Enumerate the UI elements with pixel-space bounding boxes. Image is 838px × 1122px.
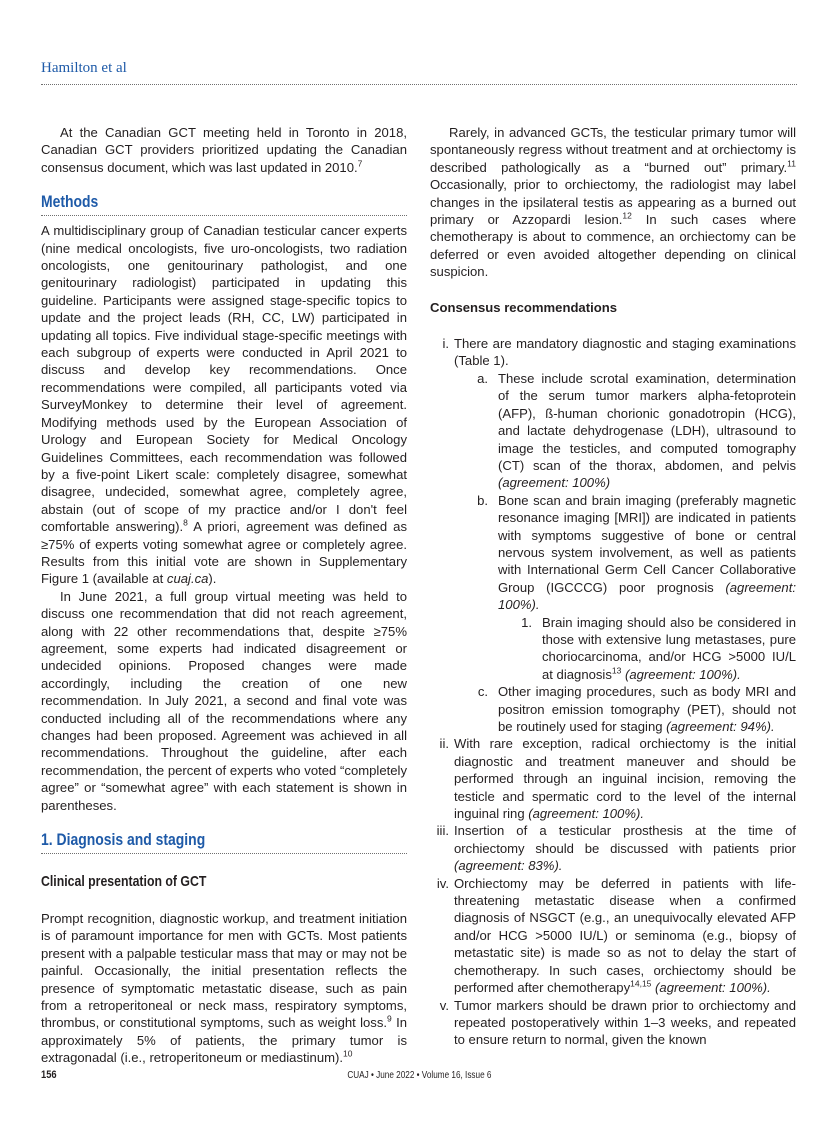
recommendation-iii: iii. Insertion of a testicular prosthesis at the time of orchiectomy should be discussed with patients prior (agreement: 83%). [436,823,796,874]
left-column [41,124,407,1067]
recommendation-i-b-1: 1. Brain imaging should also be considered in those with extensive lung metastases, pure choriocarcinoma, and/or HCG >5000 IU/L at diagnosis$^{13}$ (agreement: 100%). [521,614,796,682]
burned-out-paragraph: Rarely, in advanced GCTs, the testicular primary tumor will spontaneously regress without treatment and at orchiectomy is described pathologically as a “burned out” primary.$^{11}$ Occasionally, prior to orchiectomy, the radiologist may label changes in the ipsilateral testis as appearing as a burned out primary or Azzopardi lesion.$^{12}$ In such cases where chemotherapy is about to commence, an orchiectomy can be deferred or even avoided altogether depending on clinical suspicion. [430,125,796,280]
diagnosis-divider [41,853,407,854]
recommendation-ii: ii. With rare exception, radical orchiectomy is the initial diagnostic and treatment maneuver and should be performed through an inguinal incision, removing the testicle and spermatic cord to the level of the internal inguinal ring (agreement: 100%). [439,736,796,822]
diagnosis-heading: 1. Diagnosis and staging [41,830,206,850]
page-number: 156 [41,1069,57,1081]
clinical-presentation-heading: Clinical presentation of GCT [41,873,207,891]
methods-paragraph-2: In June 2021, a full group virtual meeting was held to discuss one recommendation that did not reach agreement, along with 22 other recommendations that, despite ≥75% agreement, some experts had indicated disagreement or undecided opinions. Proposed changes were made accordingly, including the creation of one new recommendation. In July 2021, a second and final vote was conducted including all of the recommendations where any changes had been proposed. Agreement was achieved in all recommendations. Throughout the guideline, after each recommendation, the percent of experts who voted “completely agree” or “somewhat agree” with each statement is shown in parentheses. [41,588,407,813]
methods-divider [41,215,407,216]
recommendation-i: i. There are mandatory diagnostic and staging examinations (Table 1). [442,336,796,369]
clinical-presentation-paragraph: Prompt recognition, diagnostic workup, and treatment initiation is of paramount importance for men with GCTs. Most patients present with a palpable testicular mass that may or may not be painful. Occasionally, the initial presentation reflects the presence of symptomatic metastatic disease, such as pain from a retroperitoneal or neck mass, respiratory symptoms, thrombus, or constitutional symptoms, such as weight loss.$^9$ In approximately 5% of patients, the primary tumor is extragonadal (i.e., retroperitoneum or mediastinum).$^{10}$ [41,911,407,1066]
recommendation-i-c: c. Other imaging procedures, such as body MRI and positron emission tomography (PET), should not be routinely used for staging (agreement: 94%). [477,684,796,734]
header-divider [41,84,797,85]
recommendation-i-a: a. These include scrotal examination, determination of the serum tumor markers alpha-fetoprotein (AFP), ß-human chorionic gonadotropin (HCG), and lactate dehydrogenase (LDH), ultrasound to image the testicles, and computed tomography (CT) scan of the thorax, abdomen, and pelvis (agreement: 100%) [477,370,796,491]
methods-paragraph-1: A multidisciplinary group of Canadian testicular cancer experts (nine medical oncologists, five uro-oncologists, two radiation oncologists, one genitourinary pathologist, and one genitourinary radiologist) participated in updating this guideline. Participants were assigned stage-specific topics to update and the project leads (RH, CC, LW) participated in updating all topics. Five individual stage-specific meetings with each subgroup of experts were conducted in April 2021 to discuss and develop key recommendations. Once recommendations were compiled, all participants voted via SurveyMonkey to determine their level of agreement. Modifying methods used by the European Association of Urology and European Society for Medical Oncology Guidelines Committees, each recommendation was followed by a five-point Likert scale: completely disagree, somewhat disagree, undecided, somewhat agree, completely agree, abstain (out of scope of my practice and/or I don't feel comfortable answering).$^8$ A priori, agreement was defined as ≥75% of experts voting somewhat agree or completely agree. Results from this initial vote are shown in Supplementary Figure 1 (available at cuaj.ca). [41,223,408,587]
recommendation-i-b: b. Bone scan and brain imaging (preferably magnetic resonance imaging [MRI]) are indicated in patients with symptoms suggestive of bone or central nervous system involvement, as well as patients with International Germ Cell Cancer Collaborative Group (IGCCCG) poor prognosis (agreement: 100%). [477,492,796,613]
running-head: Hamilton et al [41,60,127,76]
right-column [430,124,796,1049]
intro-paragraph: At the Canadian GCT meeting held in Toronto in 2018, Canadian GCT providers prioritized updating the Canadian consensus document, which was last updated in 2010.$^7$ [41,125,407,175]
journal-footer: CUAJ • June 2022 • Volume 16, Issue 6 [346,1069,492,1081]
recommendation-iv: iv. Orchiectomy may be deferred in patients with life-threatening metastatic disease when a confirmed diagnosis of NSGCT (e.g., an unequivocally elevated AFP and/or HCG >5000 IU/L) or seminoma (e.g., biopsy of metastatic site) is made so as not to delay the start of chemotherapy. In such cases, orchiectomy should be performed after chemotherapy$^{14,15}$ (agreement: 100%). [436,875,796,996]
consensus-heading: Consensus recommendations [430,299,617,315]
recommendation-v: v. Tumor markers should be drawn prior to orchiectomy and repeated postoperatively within 1–3 weeks, and repeated to ensure return to normal, given the known [439,997,796,1048]
methods-heading: Methods [41,192,99,212]
